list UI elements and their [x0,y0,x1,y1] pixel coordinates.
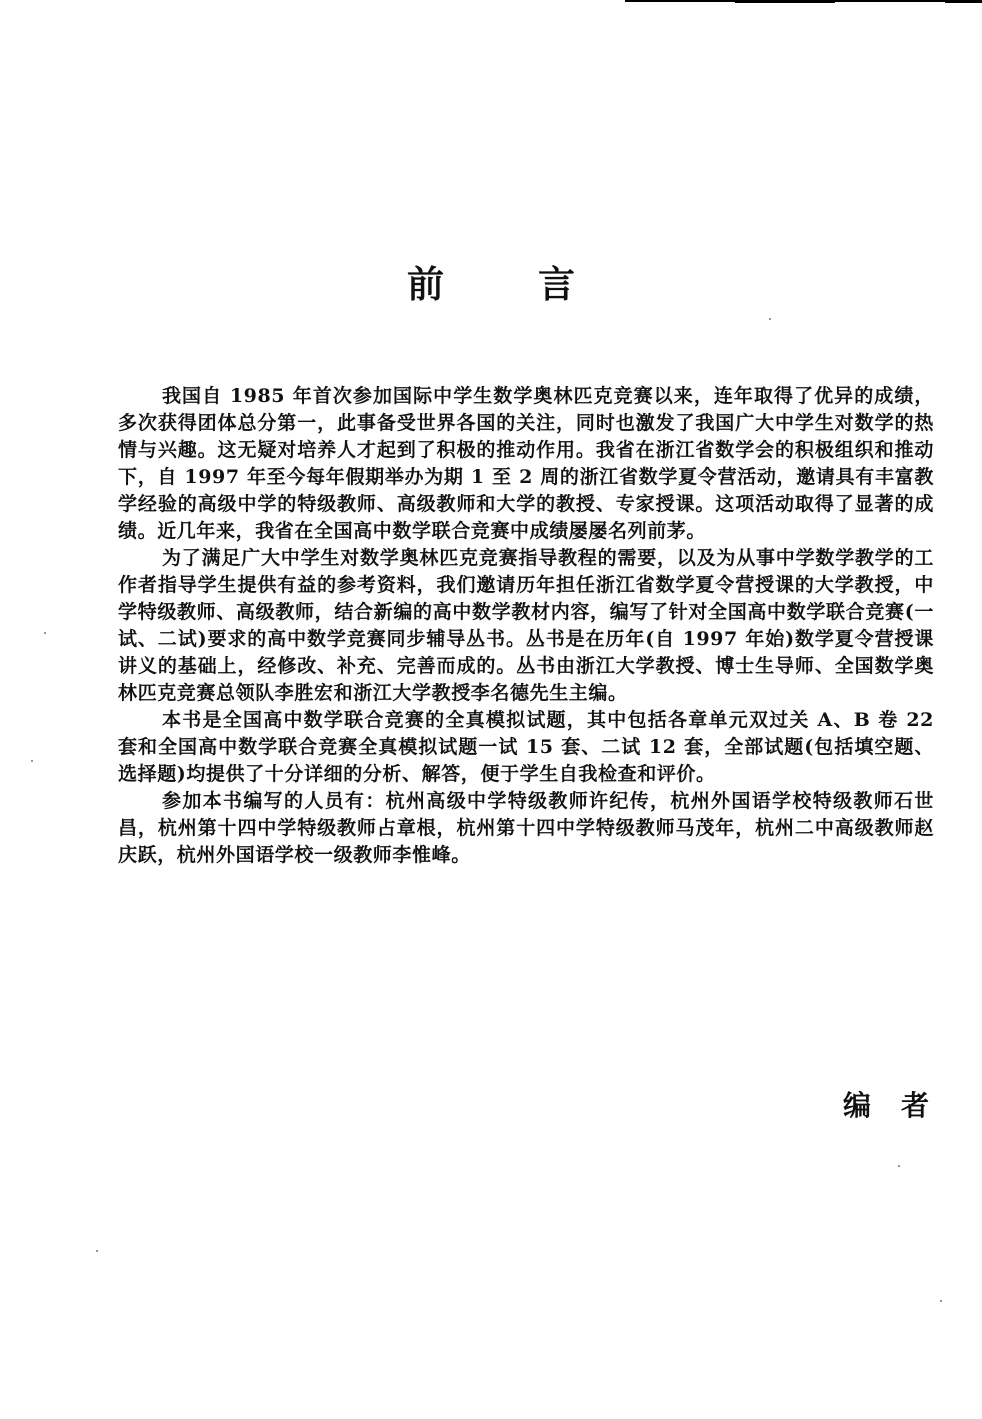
scan-speck [96,1250,98,1252]
scan-speck [31,760,33,762]
scan-speck [940,1300,942,1302]
signature-char-1: 编 [843,1089,872,1122]
paragraph-3: 本书是全国高中数学联合竞赛的全真模拟试题，其中包括各章单元双过关 A、B 卷 22 套和全国高中数学联合竞赛全真模拟试题一试 15 套、二试 12 套，全部试题(包括填空题、选择题)均提供了十分详细的分析、解答，便于学生自我检查和评价。 [118,709,934,785]
paragraph-1: 我国自 1985 年首次参加国际中学生数学奥林匹克竞赛以来，连年取得了优异的成绩，多次获得团体总分第一，此事备受世界各国的关注，同时也激发了我国广大中学生对数学的热情与兴趣。这无疑对培养人才起到了积极的推动作用。我省在浙江省数学会的积极组织和推动下，自 1997 年至今每年假期举办为期 1 至 2 周的浙江省数学夏令营活动，邀请具有丰富教学经验的高级中学的特级教师、高级教师和大学的教授、专家授课。这项活动取得了显著的成绩。近几年来，我省在全国高中数学联合竞赛中成绩屡屡名列前茅。 [118,385,934,542]
page-title [0,261,982,309]
scan-border-segment [735,0,835,3]
preface-body [118,383,934,869]
scan-speck [44,632,46,634]
scan-border-segment [945,0,982,3]
title-char-2: 言 [538,262,575,306]
scan-speck [769,318,771,320]
paragraph-4: 参加本书编写的人员有：杭州高级中学特级教师许纪传，杭州外国语学校特级教师石世昌，杭州第十四中学特级教师占章根，杭州第十四中学特级教师马茂年，杭州二中高级教师赵庆跃，杭州外国语学校一级教师李惟峰。 [118,790,934,866]
scan-speck [898,1165,900,1167]
scan-top-border [625,0,982,2]
title-char-1: 前 [407,262,444,306]
author-signature [843,1088,929,1124]
signature-char-2: 者 [901,1089,930,1122]
paragraph-2: 为了满足广大中学生对数学奥林匹克竞赛指导教程的需要，以及为从事中学数学教学的工作者指导学生提供有益的参考资料，我们邀请历年担任浙江省数学夏令营授课的大学教授，中学特级教师、高级教师，结合新编的高中数学教材内容，编写了针对全国高中数学联合竞赛(一试、二试)要求的高中数学竞赛同步辅导丛书。丛书是在历年(自 1997 年始)数学夏令营授课讲义的基础上，经修改、补充、完善而成的。丛书由浙江大学教授、博士生导师、全国数学奥林匹克竞赛总领队李胜宏和浙江大学教授李名德先生主编。 [118,547,934,704]
